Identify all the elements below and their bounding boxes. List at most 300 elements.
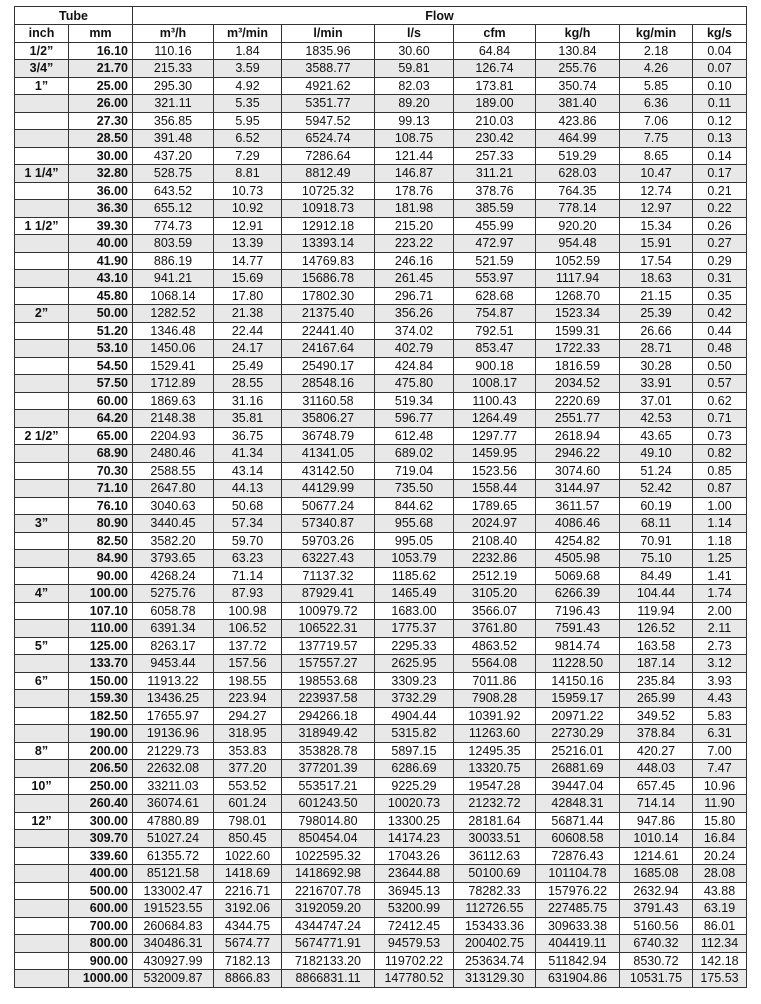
- flow-value-cell: 0.35: [693, 287, 747, 305]
- col-header-inch: inch: [15, 25, 69, 43]
- flow-value-cell: 3.12: [693, 655, 747, 673]
- flow-value-cell: 42848.31: [536, 795, 620, 813]
- flow-value-cell: 147780.52: [375, 970, 454, 988]
- flow-value-cell: 309633.38: [536, 917, 620, 935]
- flow-value-cell: 2108.40: [454, 532, 536, 550]
- flow-value-cell: 472.97: [454, 235, 536, 253]
- tube-inch-cell: [15, 392, 69, 410]
- table-row: [15, 130, 747, 148]
- flow-value-cell: 521.59: [454, 252, 536, 270]
- table-row: [15, 602, 747, 620]
- tube-inch-cell: [15, 917, 69, 935]
- flow-value-cell: 198553.68: [282, 672, 375, 690]
- flow-value-cell: 59.70: [214, 532, 282, 550]
- flow-value-cell: 31.16: [214, 392, 282, 410]
- flow-value-cell: 448.03: [620, 760, 693, 778]
- tube-mm-cell: 76.10: [69, 497, 133, 515]
- flow-value-cell: 21375.40: [282, 305, 375, 323]
- flow-value-cell: 3761.80: [454, 620, 536, 638]
- flow-value-cell: 43142.50: [282, 462, 375, 480]
- flow-value-cell: 12.91: [214, 217, 282, 235]
- tube-inch-cell: [15, 147, 69, 165]
- table-row: [15, 322, 747, 340]
- flow-value-cell: 321.11: [133, 95, 214, 113]
- flow-value-cell: 7011.86: [454, 672, 536, 690]
- tube-inch-cell: [15, 882, 69, 900]
- flow-value-cell: 146.87: [375, 165, 454, 183]
- flow-value-cell: 17.54: [620, 252, 693, 270]
- tube-mm-cell: 60.00: [69, 392, 133, 410]
- flow-value-cell: 378.84: [620, 725, 693, 743]
- flow-table: [14, 6, 747, 988]
- flow-value-cell: 553.52: [214, 777, 282, 795]
- flow-value-cell: 2220.69: [536, 392, 620, 410]
- flow-value-cell: 1.74: [693, 585, 747, 603]
- flow-value-cell: 16.84: [693, 830, 747, 848]
- tube-mm-cell: 107.10: [69, 602, 133, 620]
- flow-value-cell: 2551.77: [536, 410, 620, 428]
- tube-inch-cell: [15, 690, 69, 708]
- tube-mm-cell: 39.30: [69, 217, 133, 235]
- flow-value-cell: 423.86: [536, 112, 620, 130]
- flow-value-cell: 4505.98: [536, 550, 620, 568]
- flow-value-cell: 22730.29: [536, 725, 620, 743]
- flow-value-cell: 792.51: [454, 322, 536, 340]
- tube-inch-cell: 12”: [15, 812, 69, 830]
- tube-inch-cell: [15, 340, 69, 358]
- tube-mm-cell: 16.10: [69, 42, 133, 60]
- table-row: [15, 287, 747, 305]
- flow-value-cell: 215.20: [375, 217, 454, 235]
- flow-value-cell: 5897.15: [375, 742, 454, 760]
- flow-value-cell: 50677.24: [282, 497, 375, 515]
- flow-value-cell: 4.92: [214, 77, 282, 95]
- flow-value-cell: 430927.99: [133, 952, 214, 970]
- tube-mm-cell: 57.50: [69, 375, 133, 393]
- table-row: [15, 917, 747, 935]
- table-row: [15, 427, 747, 445]
- flow-value-cell: 9814.74: [536, 637, 620, 655]
- tube-inch-cell: [15, 462, 69, 480]
- flow-value-cell: 227485.75: [536, 900, 620, 918]
- tube-inch-cell: [15, 130, 69, 148]
- flow-value-cell: 30.28: [620, 357, 693, 375]
- flow-value-cell: 6391.34: [133, 620, 214, 638]
- flow-value-cell: 5.85: [620, 77, 693, 95]
- flow-value-cell: 106.52: [214, 620, 282, 638]
- flow-value-cell: 853.47: [454, 340, 536, 358]
- table-row: [15, 795, 747, 813]
- tube-inch-cell: [15, 952, 69, 970]
- flow-value-cell: 36.75: [214, 427, 282, 445]
- tube-inch-cell: 1”: [15, 77, 69, 95]
- flow-value-cell: 6058.78: [133, 602, 214, 620]
- tube-mm-cell: 800.00: [69, 935, 133, 953]
- flow-value-cell: 17043.26: [375, 847, 454, 865]
- tube-mm-cell: 51.20: [69, 322, 133, 340]
- flow-value-cell: 311.21: [454, 165, 536, 183]
- flow-value-cell: 1558.44: [454, 480, 536, 498]
- flow-value-cell: 294.27: [214, 707, 282, 725]
- flow-value-cell: 437.20: [133, 147, 214, 165]
- table-row: [15, 935, 747, 953]
- flow-value-cell: 353.83: [214, 742, 282, 760]
- flow-value-cell: 59703.26: [282, 532, 375, 550]
- tube-inch-cell: [15, 795, 69, 813]
- flow-value-cell: 6286.69: [375, 760, 454, 778]
- flow-value-cell: 1068.14: [133, 287, 214, 305]
- flow-value-cell: 21.15: [620, 287, 693, 305]
- flow-value-cell: 200402.75: [454, 935, 536, 953]
- table-row: [15, 480, 747, 498]
- flow-value-cell: 15686.78: [282, 270, 375, 288]
- table-row: [15, 95, 747, 113]
- flow-value-cell: 7182133.20: [282, 952, 375, 970]
- flow-value-cell: 59.81: [375, 60, 454, 78]
- flow-value-cell: 1.00: [693, 497, 747, 515]
- flow-value-cell: 10918.73: [282, 200, 375, 218]
- table-row: [15, 952, 747, 970]
- flow-value-cell: 714.14: [620, 795, 693, 813]
- table-row: [15, 637, 747, 655]
- flow-value-cell: 0.04: [693, 42, 747, 60]
- table-row: [15, 742, 747, 760]
- flow-value-cell: 464.99: [536, 130, 620, 148]
- flow-value-cell: 4904.44: [375, 707, 454, 725]
- flow-value-cell: 3309.23: [375, 672, 454, 690]
- flow-value-cell: 28.71: [620, 340, 693, 358]
- flow-value-cell: 85121.58: [133, 865, 214, 883]
- flow-value-cell: 596.77: [375, 410, 454, 428]
- flow-value-cell: 294266.18: [282, 707, 375, 725]
- flow-value-cell: 31160.58: [282, 392, 375, 410]
- flow-value-cell: 51.24: [620, 462, 693, 480]
- flow-value-cell: 2618.94: [536, 427, 620, 445]
- table-row: [15, 620, 747, 638]
- flow-value-cell: 17655.97: [133, 707, 214, 725]
- flow-value-cell: 657.45: [620, 777, 693, 795]
- flow-value-cell: 64.84: [454, 42, 536, 60]
- tube-mm-cell: 27.30: [69, 112, 133, 130]
- tube-mm-cell: 36.00: [69, 182, 133, 200]
- col-header-kgmin: kg/min: [620, 25, 693, 43]
- flow-value-cell: 4.43: [693, 690, 747, 708]
- tube-mm-cell: 65.00: [69, 427, 133, 445]
- flow-value-cell: 356.85: [133, 112, 214, 130]
- flow-value-cell: 25216.01: [536, 742, 620, 760]
- tube-inch-cell: 4”: [15, 585, 69, 603]
- flow-value-cell: 2647.80: [133, 480, 214, 498]
- flow-value-cell: 1053.79: [375, 550, 454, 568]
- flow-value-cell: 601.24: [214, 795, 282, 813]
- tube-mm-cell: 53.10: [69, 340, 133, 358]
- flow-value-cell: 2232.86: [454, 550, 536, 568]
- flow-value-cell: 10.92: [214, 200, 282, 218]
- flow-value-cell: 628.03: [536, 165, 620, 183]
- table-row: [15, 60, 747, 78]
- flow-value-cell: 1789.65: [454, 497, 536, 515]
- flow-value-cell: 5160.56: [620, 917, 693, 935]
- table-row: [15, 515, 747, 533]
- flow-value-cell: 954.48: [536, 235, 620, 253]
- flow-value-cell: 7.29: [214, 147, 282, 165]
- flow-value-cell: 0.48: [693, 340, 747, 358]
- table-row: [15, 357, 747, 375]
- tube-mm-cell: 50.00: [69, 305, 133, 323]
- flow-value-cell: 126.52: [620, 620, 693, 638]
- flow-value-cell: 10.73: [214, 182, 282, 200]
- flow-value-cell: 178.76: [375, 182, 454, 200]
- flow-value-cell: 21232.72: [454, 795, 536, 813]
- tube-mm-cell: 41.90: [69, 252, 133, 270]
- flow-value-cell: 3192.06: [214, 900, 282, 918]
- col-header-m3h: m³/h: [133, 25, 214, 43]
- tube-inch-cell: [15, 707, 69, 725]
- flow-value-cell: 1523.56: [454, 462, 536, 480]
- flow-value-cell: 0.31: [693, 270, 747, 288]
- table-row: [15, 340, 747, 358]
- flow-value-cell: 10.47: [620, 165, 693, 183]
- flow-value-cell: 612.48: [375, 427, 454, 445]
- tube-inch-cell: 1 1/4”: [15, 165, 69, 183]
- flow-value-cell: 1282.52: [133, 305, 214, 323]
- flow-value-cell: 10.96: [693, 777, 747, 795]
- flow-value-cell: 72412.45: [375, 917, 454, 935]
- tube-mm-cell: 43.10: [69, 270, 133, 288]
- flow-value-cell: 353828.78: [282, 742, 375, 760]
- flow-value-cell: 1722.33: [536, 340, 620, 358]
- flow-value-cell: 13300.25: [375, 812, 454, 830]
- flow-value-cell: 71.14: [214, 567, 282, 585]
- flow-value-cell: 655.12: [133, 200, 214, 218]
- tube-mm-cell: 309.70: [69, 830, 133, 848]
- flow-value-cell: 43.88: [693, 882, 747, 900]
- flow-value-cell: 519.34: [375, 392, 454, 410]
- table-row: [15, 550, 747, 568]
- flow-value-cell: 1465.49: [375, 585, 454, 603]
- flow-value-cell: 5275.76: [133, 585, 214, 603]
- flow-value-cell: 173.81: [454, 77, 536, 95]
- flow-value-cell: 181.98: [375, 200, 454, 218]
- table-row: [15, 707, 747, 725]
- tube-mm-cell: 159.30: [69, 690, 133, 708]
- flow-value-cell: 3793.65: [133, 550, 214, 568]
- flow-value-cell: 23644.88: [375, 865, 454, 883]
- flow-value-cell: 78282.33: [454, 882, 536, 900]
- flow-value-cell: 36112.63: [454, 847, 536, 865]
- flow-value-cell: 17.80: [214, 287, 282, 305]
- tube-inch-cell: [15, 567, 69, 585]
- flow-value-cell: 735.50: [375, 480, 454, 498]
- flow-value-cell: 941.21: [133, 270, 214, 288]
- table-row: [15, 235, 747, 253]
- table-row: [15, 42, 747, 60]
- flow-value-cell: 1529.41: [133, 357, 214, 375]
- flow-value-cell: 7.47: [693, 760, 747, 778]
- flow-value-cell: 7182.13: [214, 952, 282, 970]
- flow-value-cell: 15.69: [214, 270, 282, 288]
- flow-value-cell: 110.16: [133, 42, 214, 60]
- flow-value-cell: 230.42: [454, 130, 536, 148]
- flow-value-cell: 157976.22: [536, 882, 620, 900]
- tube-inch-cell: [15, 900, 69, 918]
- tube-mm-cell: 182.50: [69, 707, 133, 725]
- flow-value-cell: 253634.74: [454, 952, 536, 970]
- flow-value-cell: 4344747.24: [282, 917, 375, 935]
- flow-value-cell: 5.95: [214, 112, 282, 130]
- flow-value-cell: 121.44: [375, 147, 454, 165]
- flow-value-cell: 295.30: [133, 77, 214, 95]
- flow-value-cell: 1268.70: [536, 287, 620, 305]
- flow-value-cell: 340486.31: [133, 935, 214, 953]
- flow-value-cell: 377201.39: [282, 760, 375, 778]
- table-row: [15, 497, 747, 515]
- flow-value-cell: 995.05: [375, 532, 454, 550]
- flow-value-cell: 1214.61: [620, 847, 693, 865]
- tube-mm-cell: 110.00: [69, 620, 133, 638]
- flow-value-cell: 2024.97: [454, 515, 536, 533]
- flow-value-cell: 11.90: [693, 795, 747, 813]
- flow-value-cell: 0.12: [693, 112, 747, 130]
- flow-value-cell: 7286.64: [282, 147, 375, 165]
- flow-value-cell: 25.39: [620, 305, 693, 323]
- flow-value-cell: 99.13: [375, 112, 454, 130]
- flow-value-cell: 1523.34: [536, 305, 620, 323]
- tube-mm-cell: 68.90: [69, 445, 133, 463]
- flow-value-cell: 8263.17: [133, 637, 214, 655]
- flow-value-cell: 631904.86: [536, 970, 620, 988]
- flow-value-cell: 1.84: [214, 42, 282, 60]
- tube-inch-cell: [15, 322, 69, 340]
- flow-value-cell: 14769.83: [282, 252, 375, 270]
- flow-value-cell: 1835.96: [282, 42, 375, 60]
- flow-value-cell: 886.19: [133, 252, 214, 270]
- flow-value-cell: 28181.64: [454, 812, 536, 830]
- tube-mm-cell: 28.50: [69, 130, 133, 148]
- table-row: [15, 690, 747, 708]
- flow-value-cell: 84.49: [620, 567, 693, 585]
- flow-value-cell: 455.99: [454, 217, 536, 235]
- flow-value-cell: 63.19: [693, 900, 747, 918]
- flow-value-cell: 13320.75: [454, 760, 536, 778]
- flow-value-cell: 52.42: [620, 480, 693, 498]
- flow-value-cell: 1459.95: [454, 445, 536, 463]
- tube-mm-cell: 339.60: [69, 847, 133, 865]
- flow-value-cell: 126.74: [454, 60, 536, 78]
- flow-value-cell: 153433.36: [454, 917, 536, 935]
- flow-value-cell: 35806.27: [282, 410, 375, 428]
- flow-value-cell: 142.18: [693, 952, 747, 970]
- flow-value-cell: 7.75: [620, 130, 693, 148]
- flow-value-cell: 1297.77: [454, 427, 536, 445]
- flow-value-cell: 5.83: [693, 707, 747, 725]
- flow-value-cell: 378.76: [454, 182, 536, 200]
- flow-value-cell: 137719.57: [282, 637, 375, 655]
- tube-mm-cell: 40.00: [69, 235, 133, 253]
- flow-value-cell: 257.33: [454, 147, 536, 165]
- tube-mm-cell: 90.00: [69, 567, 133, 585]
- flow-value-cell: 10725.32: [282, 182, 375, 200]
- flow-value-cell: 12912.18: [282, 217, 375, 235]
- tube-mm-cell: 1000.00: [69, 970, 133, 988]
- flow-value-cell: 255.76: [536, 60, 620, 78]
- flow-value-cell: 3105.20: [454, 585, 536, 603]
- flow-value-cell: 63.23: [214, 550, 282, 568]
- flow-value-cell: 349.52: [620, 707, 693, 725]
- tube-inch-cell: [15, 935, 69, 953]
- tube-inch-cell: [15, 200, 69, 218]
- flow-value-cell: 1010.14: [620, 830, 693, 848]
- flow-value-cell: 4863.52: [454, 637, 536, 655]
- flow-value-cell: 20971.22: [536, 707, 620, 725]
- flow-value-cell: 50100.69: [454, 865, 536, 883]
- flow-value-cell: 28.55: [214, 375, 282, 393]
- flow-value-cell: 33.91: [620, 375, 693, 393]
- flow-value-cell: 7.00: [693, 742, 747, 760]
- flow-value-cell: 223937.58: [282, 690, 375, 708]
- flow-value-cell: 26881.69: [536, 760, 620, 778]
- tube-inch-cell: 3/4”: [15, 60, 69, 78]
- table-row: [15, 532, 747, 550]
- flow-value-cell: 1052.59: [536, 252, 620, 270]
- flow-value-cell: 404419.11: [536, 935, 620, 953]
- table-row: [15, 77, 747, 95]
- flow-value-cell: 1117.94: [536, 270, 620, 288]
- flow-value-cell: 5069.68: [536, 567, 620, 585]
- flow-value-cell: 104.44: [620, 585, 693, 603]
- flow-value-cell: 87929.41: [282, 585, 375, 603]
- flow-value-cell: 1.25: [693, 550, 747, 568]
- tube-mm-cell: 82.50: [69, 532, 133, 550]
- flow-value-cell: 57340.87: [282, 515, 375, 533]
- flow-value-cell: 1450.06: [133, 340, 214, 358]
- table-row: [15, 882, 747, 900]
- flow-value-cell: 71137.32: [282, 567, 375, 585]
- flow-value-cell: 764.35: [536, 182, 620, 200]
- flow-value-cell: 108.75: [375, 130, 454, 148]
- flow-value-cell: 86.01: [693, 917, 747, 935]
- table-row: [15, 270, 747, 288]
- flow-value-cell: 119.94: [620, 602, 693, 620]
- flow-value-cell: 1.14: [693, 515, 747, 533]
- flow-value-cell: 4921.62: [282, 77, 375, 95]
- flow-value-cell: 511842.94: [536, 952, 620, 970]
- flow-value-cell: 2480.46: [133, 445, 214, 463]
- flow-value-cell: 778.14: [536, 200, 620, 218]
- flow-value-cell: 89.20: [375, 95, 454, 113]
- tube-inch-cell: [15, 445, 69, 463]
- table-row: [15, 777, 747, 795]
- flow-value-cell: 163.58: [620, 637, 693, 655]
- flow-value-cell: 0.22: [693, 200, 747, 218]
- flow-value-cell: 1.41: [693, 567, 747, 585]
- flow-value-cell: 296.71: [375, 287, 454, 305]
- flow-value-cell: 900.18: [454, 357, 536, 375]
- flow-value-cell: 1599.31: [536, 322, 620, 340]
- flow-value-cell: 5674771.91: [282, 935, 375, 953]
- flow-value-cell: 1685.08: [620, 865, 693, 883]
- flow-value-cell: 2625.95: [375, 655, 454, 673]
- flow-value-cell: 137.72: [214, 637, 282, 655]
- table-row: [15, 392, 747, 410]
- flow-value-cell: 157557.27: [282, 655, 375, 673]
- flow-value-cell: 30033.51: [454, 830, 536, 848]
- flow-value-cell: 100.98: [214, 602, 282, 620]
- flow-value-cell: 1816.59: [536, 357, 620, 375]
- flow-value-cell: 10020.73: [375, 795, 454, 813]
- flow-value-cell: 1418692.98: [282, 865, 375, 883]
- flow-value-cell: 12.97: [620, 200, 693, 218]
